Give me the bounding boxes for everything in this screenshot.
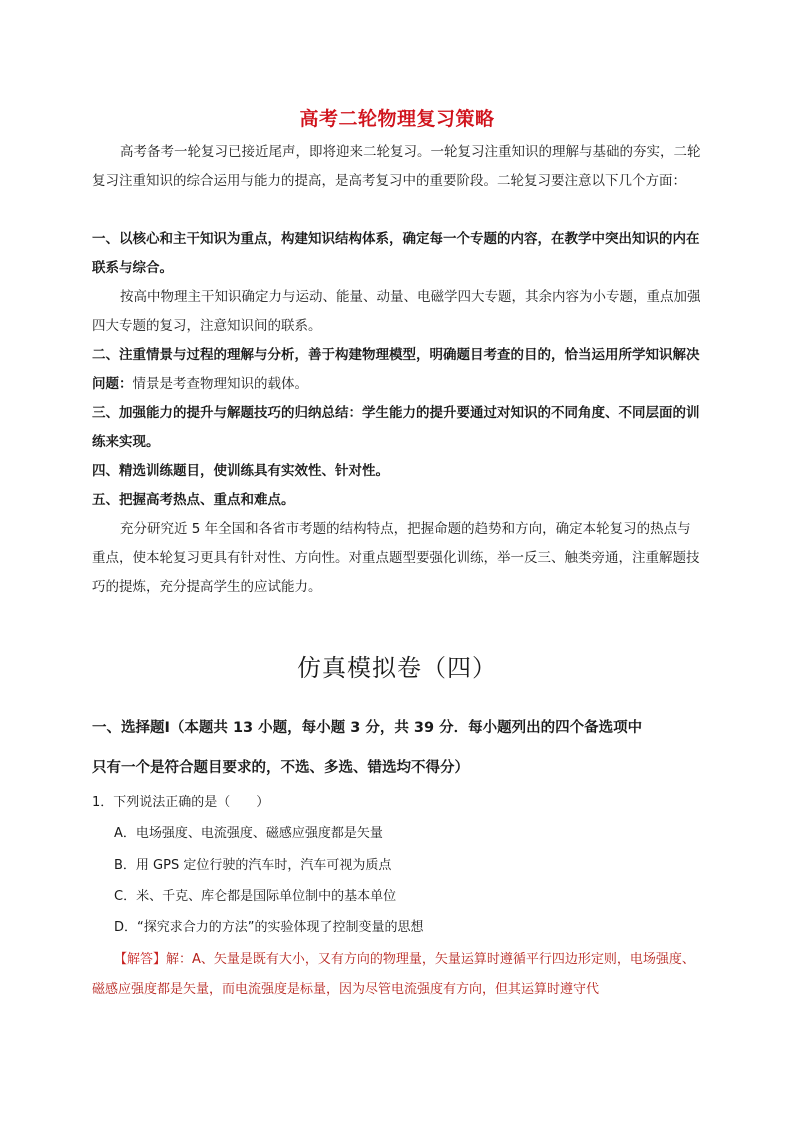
- strategy-intro: 高考备考一轮复习已接近尾声，即将迎来二轮复习。一轮复习注重知识的理解与基础的夯实，二轮复习注重知识的综合运用与能力的提高，是高考复习中的重要阶段。二轮复习要注意以下几个方面：: [92, 144, 701, 189]
- strategy-point-1-heading: 一、以核心和主干知识为重点，构建知识结构体系，确定每一个专题的内容，在教学中突出知识的内在联系与综合。: [92, 231, 700, 276]
- question-1-option-c: C．米、千克、库仑都是国际单位制中的基本单位: [114, 889, 397, 904]
- strategy-point-2-rest: 情景是考查物理知识的载体。: [132, 376, 308, 392]
- strategy-point-4: 四、精选训练题目，使训练具有实效性、针对性。: [92, 463, 389, 479]
- strategy-point-3: 三、加强能力的提升与解题技巧的归纳总结：学生能力的提升要通过对知识的不同角度、不同层面的训练来实现。: [92, 405, 700, 450]
- question-1-option-b: B．用 GPS 定位行驶的汽车时，汽车可视为质点: [114, 858, 392, 873]
- strategy-point-5: 五、把握高考热点、重点和难点。: [92, 492, 295, 508]
- answer-tag: 【解答】: [114, 952, 167, 967]
- answer-text: 解：A、矢量是既有大小，又有方向的物理量，矢量运算时遵循平行四边形定则，电场强度、磁感应强度都是矢量，而电流强度是标量，因为尽管电流强度有方向，但其运算时遵守代: [92, 952, 695, 997]
- strategy-point-1-body: 按高中物理主干知识确定力与运动、能量、动量、电磁学四大专题，其余内容为小专题，重点加强四大专题的复习，注意知识间的联系。: [92, 289, 701, 334]
- strategy-closing: 充分研究近 5 年全国和各省市考题的结构特点，把握命题的趋势和方向，确定本轮复习的热点与重点，使本轮复习更具有针对性、方向性。对重点题型要强化训练，举一反三、触类旁通，注重解题技巧的提炼，充分提高学生的应试能力。: [92, 521, 700, 595]
- question-1-answer: [92, 945, 704, 1005]
- question-1-stem: 1．下列说法正确的是（ ）: [92, 795, 270, 810]
- question-1-option-d: D．“探究求合力的方法”的实验体现了控制变量的思想: [114, 920, 424, 935]
- strategy-point-2: [92, 341, 704, 399]
- strategy-point-2-heading: 二、注重情景与过程的理解与分析，善于构建物理模型，明确题目考查的目的，恰当运用所学知识解决问题：: [92, 347, 700, 392]
- exam-title: 仿真模拟卷（四）: [297, 654, 497, 682]
- question-1-option-a: A．电场强度、电流强度、磁感应强度都是矢量: [114, 826, 383, 841]
- section-1-heading-line-2: 只有一个是符合题目要求的，不选、多选、错选均不得分）: [92, 760, 469, 776]
- strategy-title: 高考二轮物理复习策略: [299, 108, 495, 130]
- section-1-heading-line-1: 一、选择题Ⅰ（本题共 13 小题，每小题 3 分，共 39 分．每小题列出的四个备选项中: [92, 720, 643, 736]
